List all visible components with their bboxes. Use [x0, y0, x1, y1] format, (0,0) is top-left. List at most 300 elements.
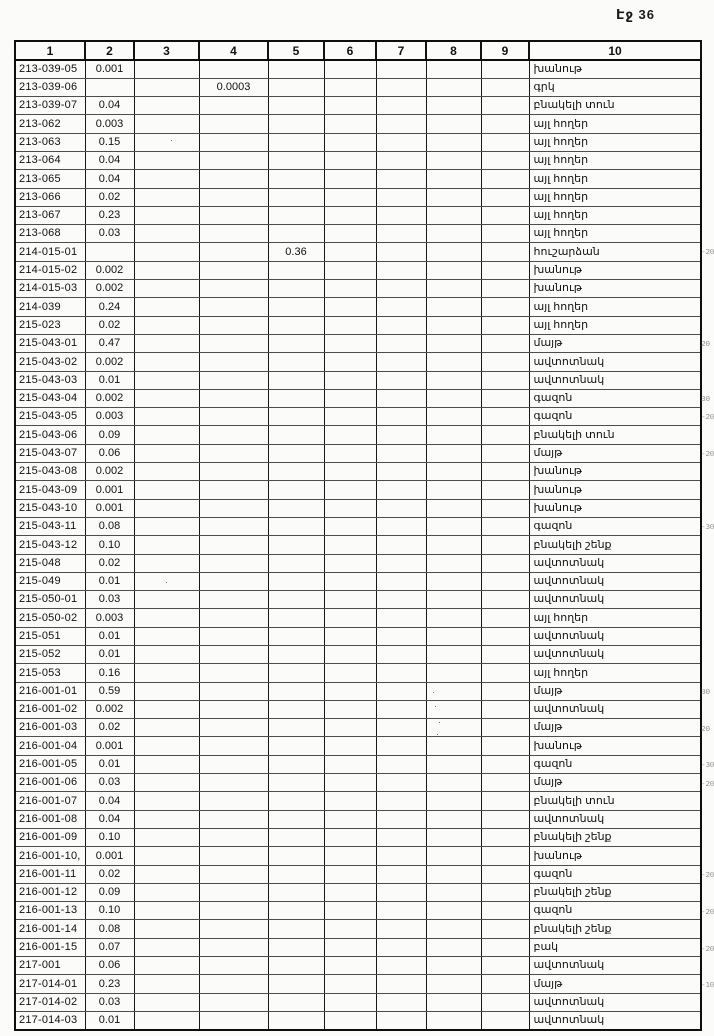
table-cell: մայթ [529, 719, 701, 737]
table-cell [324, 755, 376, 773]
table-cell [324, 828, 376, 846]
table-cell: այլ հողեր [529, 133, 701, 151]
table-cell [268, 646, 324, 664]
table-cell [324, 261, 376, 279]
table-row [15, 810, 701, 828]
table-cell: բակ [529, 938, 701, 956]
table-cell [426, 627, 481, 645]
table-cell [376, 627, 426, 645]
table-cell [481, 737, 529, 755]
table-cell [426, 609, 481, 627]
table-cell [268, 517, 324, 535]
table-cell [481, 883, 529, 901]
table-cell: 216-001-03 [15, 719, 85, 737]
table-cell [481, 938, 529, 956]
table-cell [481, 554, 529, 572]
table-row [15, 664, 701, 682]
table-cell [134, 334, 199, 352]
table-cell: 213-063 [15, 133, 85, 151]
table-cell [134, 280, 199, 298]
margin-pencil-mark: 30 [701, 394, 710, 403]
table-cell [324, 536, 376, 554]
table-cell: 216-001-10, [15, 847, 85, 865]
table-cell [426, 78, 481, 96]
table-cell: մայթ [529, 774, 701, 792]
table-cell [199, 810, 268, 828]
table-cell [481, 792, 529, 810]
table-cell [426, 481, 481, 499]
table-cell [134, 517, 199, 535]
table-cell: այլ հողեր [529, 316, 701, 334]
table-row [15, 206, 701, 224]
table-cell: 0.04 [85, 151, 134, 169]
table-cell: 0.01 [85, 627, 134, 645]
table-cell [134, 408, 199, 426]
table-cell: 0.01 [85, 646, 134, 664]
table-cell [268, 993, 324, 1011]
table-cell [199, 536, 268, 554]
scan-speck: · [165, 577, 168, 587]
table-cell [134, 206, 199, 224]
table-cell [426, 426, 481, 444]
table-cell: 213-062 [15, 115, 85, 133]
table-row [15, 920, 701, 938]
table-cell: բնակելի շենք [529, 920, 701, 938]
table-cell [268, 975, 324, 993]
table-cell [376, 920, 426, 938]
margin-pencil-mark: -20 [701, 907, 714, 916]
table-row [15, 517, 701, 535]
table-cell: ավտոտնակ [529, 627, 701, 645]
table-cell [134, 792, 199, 810]
table-cell [481, 828, 529, 846]
table-cell [199, 389, 268, 407]
table-cell: 0.59 [85, 682, 134, 700]
table-cell [134, 426, 199, 444]
table-cell: 215-048 [15, 554, 85, 572]
table-cell [376, 883, 426, 901]
table-cell [324, 1011, 376, 1029]
table-cell [268, 627, 324, 645]
table-cell [268, 682, 324, 700]
table-row [15, 280, 701, 298]
table-cell [199, 97, 268, 115]
table-cell [426, 828, 481, 846]
table-cell [324, 463, 376, 481]
table-cell [376, 408, 426, 426]
table-cell [134, 664, 199, 682]
table-row [15, 883, 701, 901]
table-cell [481, 774, 529, 792]
table-cell: 215-043-09 [15, 481, 85, 499]
table-cell [268, 151, 324, 169]
table-cell [481, 133, 529, 151]
table-cell: 0.001 [85, 737, 134, 755]
table-row [15, 902, 701, 920]
table-cell: 0.24 [85, 298, 134, 316]
table-cell: 214-015-01 [15, 243, 85, 261]
table-cell: 216-001-04 [15, 737, 85, 755]
table-cell [376, 737, 426, 755]
table-cell: 0.04 [85, 170, 134, 188]
table-cell: 0.01 [85, 1011, 134, 1029]
table-cell: 0.0003 [199, 78, 268, 96]
table-cell [324, 938, 376, 956]
table-cell [426, 572, 481, 590]
table-cell: 0.47 [85, 334, 134, 352]
table-cell: 0.04 [85, 810, 134, 828]
margin-pencil-mark: -20 [701, 449, 714, 458]
table-cell: 0.002 [85, 463, 134, 481]
table-cell [376, 847, 426, 865]
table-row [15, 133, 701, 151]
table-cell [324, 591, 376, 609]
table-cell [199, 170, 268, 188]
table-cell [268, 60, 324, 78]
table-cell [324, 426, 376, 444]
table-cell: ավտոտնակ [529, 554, 701, 572]
table-cell [481, 78, 529, 96]
table-row [15, 682, 701, 700]
table-cell: 217-014-02 [15, 993, 85, 1011]
table-cell: 215-043-03 [15, 371, 85, 389]
table-cell [426, 316, 481, 334]
scan-speck: · [436, 729, 439, 739]
table-cell [134, 298, 199, 316]
table-body [15, 60, 701, 1030]
table-cell [324, 298, 376, 316]
margin-pencil-mark: -30 [701, 522, 714, 531]
table-cell [324, 280, 376, 298]
table-cell [324, 225, 376, 243]
table-cell [376, 1011, 426, 1029]
table-cell [268, 97, 324, 115]
table-cell [426, 151, 481, 169]
table-cell [324, 993, 376, 1011]
table-cell: 216-001-06 [15, 774, 85, 792]
table-cell [199, 755, 268, 773]
table-cell [268, 737, 324, 755]
table-cell [134, 353, 199, 371]
table-cell [134, 975, 199, 993]
table-cell [481, 97, 529, 115]
table-cell [268, 664, 324, 682]
table-cell [376, 151, 426, 169]
table-cell [268, 499, 324, 517]
table-cell [481, 188, 529, 206]
table-cell [426, 883, 481, 901]
table-cell [481, 261, 529, 279]
table-cell: 215-023 [15, 316, 85, 334]
table-cell [134, 115, 199, 133]
table-row [15, 243, 701, 261]
table-cell: 213-039-07 [15, 97, 85, 115]
table-cell [268, 609, 324, 627]
table-cell: 0.16 [85, 664, 134, 682]
table-cell [199, 883, 268, 901]
table-cell [376, 755, 426, 773]
table-cell: 0.10 [85, 536, 134, 554]
table-row [15, 60, 701, 78]
table-cell [376, 902, 426, 920]
table-cell: 215-043-06 [15, 426, 85, 444]
table-cell [426, 792, 481, 810]
table-cell [376, 426, 426, 444]
table-cell [376, 536, 426, 554]
table-cell [268, 170, 324, 188]
table-cell: 213-065 [15, 170, 85, 188]
table-cell [324, 957, 376, 975]
table-cell [426, 920, 481, 938]
table-cell [324, 572, 376, 590]
table-cell [376, 682, 426, 700]
table-cell: ավտոտնակ [529, 993, 701, 1011]
table-cell: 0.02 [85, 719, 134, 737]
table-cell: 213-039-06 [15, 78, 85, 96]
table-cell [376, 810, 426, 828]
table-cell [481, 700, 529, 718]
table-cell [199, 280, 268, 298]
table-cell: 0.02 [85, 316, 134, 334]
table-cell: գազոն [529, 389, 701, 407]
table-cell [376, 792, 426, 810]
table-cell [426, 225, 481, 243]
table-cell: 0.09 [85, 426, 134, 444]
table-cell: 215-043-07 [15, 444, 85, 462]
table-cell [376, 700, 426, 718]
column-header: 7 [376, 41, 426, 60]
table-cell [324, 334, 376, 352]
column-header: 4 [199, 41, 268, 60]
table-row [15, 316, 701, 334]
table-cell: խանութ [529, 737, 701, 755]
margin-pencil-mark: -20 [701, 870, 714, 879]
table-cell [134, 499, 199, 517]
table-cell: 217-001 [15, 957, 85, 975]
table-cell [376, 298, 426, 316]
table-cell: 215-049 [15, 572, 85, 590]
table-cell [134, 225, 199, 243]
table-cell [199, 1011, 268, 1029]
table-cell [268, 774, 324, 792]
table-cell: 0.03 [85, 993, 134, 1011]
table-cell: 0.02 [85, 188, 134, 206]
table-cell [426, 646, 481, 664]
table-cell [481, 463, 529, 481]
table-cell [134, 682, 199, 700]
table-cell: 0.04 [85, 792, 134, 810]
table-cell [268, 280, 324, 298]
table-row [15, 957, 701, 975]
table-cell [199, 828, 268, 846]
table-cell [376, 957, 426, 975]
table-cell [199, 664, 268, 682]
table-cell: 0.02 [85, 554, 134, 572]
table-cell [134, 444, 199, 462]
table-cell: մայթ [529, 444, 701, 462]
scan-speck: · [432, 687, 435, 697]
table-cell [134, 97, 199, 115]
table-cell [376, 481, 426, 499]
table-cell [481, 517, 529, 535]
table-cell: 0.002 [85, 700, 134, 718]
table-cell: 216-001-15 [15, 938, 85, 956]
table-cell [199, 316, 268, 334]
table-cell [426, 536, 481, 554]
table-cell [426, 334, 481, 352]
table-cell [481, 957, 529, 975]
table-cell [85, 243, 134, 261]
table-cell [268, 883, 324, 901]
table-cell [134, 646, 199, 664]
table-cell [324, 206, 376, 224]
table-cell [376, 261, 426, 279]
table-cell [324, 151, 376, 169]
table-cell [199, 298, 268, 316]
table-cell: գազոն [529, 517, 701, 535]
table-cell [199, 920, 268, 938]
table-cell: 215-043-11 [15, 517, 85, 535]
table-cell [199, 902, 268, 920]
table-cell [134, 737, 199, 755]
table-cell [268, 536, 324, 554]
table-cell: 0.02 [85, 865, 134, 883]
table-cell [481, 810, 529, 828]
table-cell [324, 481, 376, 499]
table-cell [481, 1011, 529, 1029]
table-cell [376, 993, 426, 1011]
table-cell [481, 499, 529, 517]
table-cell: 0.36 [268, 243, 324, 261]
table-cell [426, 554, 481, 572]
table-cell: խանութ [529, 280, 701, 298]
table-cell: 0.002 [85, 261, 134, 279]
table-cell [324, 719, 376, 737]
table-cell: 0.04 [85, 97, 134, 115]
table-cell [324, 353, 376, 371]
table-cell [85, 78, 134, 96]
table-cell: գազոն [529, 902, 701, 920]
table-cell: ավտոտնակ [529, 371, 701, 389]
scan-speck: · [170, 135, 173, 145]
table-cell [134, 810, 199, 828]
table-cell [376, 170, 426, 188]
table-cell [426, 591, 481, 609]
table-cell: 0.06 [85, 957, 134, 975]
table-row [15, 188, 701, 206]
table-cell [426, 298, 481, 316]
table-cell [426, 371, 481, 389]
table-cell [376, 975, 426, 993]
table-cell: 216-001-08 [15, 810, 85, 828]
column-header: 8 [426, 41, 481, 60]
table-cell [134, 700, 199, 718]
table-cell [199, 517, 268, 535]
table-cell [481, 920, 529, 938]
table-row [15, 627, 701, 645]
column-header: 2 [85, 41, 134, 60]
table-row [15, 78, 701, 96]
table-cell [426, 975, 481, 993]
table-cell [481, 865, 529, 883]
table-row [15, 298, 701, 316]
table-cell [481, 975, 529, 993]
table-row [15, 371, 701, 389]
table-cell [426, 993, 481, 1011]
table-cell: բնակելի շենք [529, 828, 701, 846]
table-cell [199, 700, 268, 718]
table-cell [268, 865, 324, 883]
table-cell [426, 170, 481, 188]
table-cell [481, 334, 529, 352]
page-number-label: Էջ 36 [616, 7, 655, 22]
column-header: 10 [529, 41, 701, 60]
table-cell [481, 316, 529, 334]
table-cell [134, 170, 199, 188]
table-cell: 0.002 [85, 280, 134, 298]
table-cell: 0.001 [85, 481, 134, 499]
table-row [15, 591, 701, 609]
table-cell [426, 847, 481, 865]
table-cell [481, 225, 529, 243]
table-cell: ավտոտնակ [529, 591, 701, 609]
table-cell [268, 554, 324, 572]
table-cell [481, 298, 529, 316]
table-cell: հուշարձան [529, 243, 701, 261]
scanned-table-region [14, 40, 702, 1031]
table-cell [324, 316, 376, 334]
table-cell [376, 97, 426, 115]
table-cell [134, 151, 199, 169]
table-cell [199, 353, 268, 371]
table-cell [134, 719, 199, 737]
table-cell: 0.10 [85, 828, 134, 846]
table-cell [426, 902, 481, 920]
table-cell [426, 499, 481, 517]
table-cell [376, 609, 426, 627]
table-cell [199, 499, 268, 517]
table-cell [481, 280, 529, 298]
table-cell [134, 481, 199, 499]
table-cell: 216-001-14 [15, 920, 85, 938]
table-cell [199, 243, 268, 261]
table-cell [426, 737, 481, 755]
table-row [15, 975, 701, 993]
table-cell [481, 426, 529, 444]
table-cell [199, 957, 268, 975]
table-cell [199, 463, 268, 481]
table-cell [426, 1011, 481, 1029]
table-cell: 0.001 [85, 847, 134, 865]
table-cell [426, 243, 481, 261]
table-cell [199, 975, 268, 993]
table-cell: 0.08 [85, 920, 134, 938]
table-cell [324, 865, 376, 883]
table-cell [199, 938, 268, 956]
table-cell [324, 774, 376, 792]
table-cell [268, 408, 324, 426]
table-row [15, 170, 701, 188]
table-cell [134, 902, 199, 920]
table-cell [134, 243, 199, 261]
table-cell [426, 517, 481, 535]
table-cell [268, 298, 324, 316]
table-cell [481, 151, 529, 169]
column-header: 6 [324, 41, 376, 60]
table-cell: 216-001-02 [15, 700, 85, 718]
table-cell [199, 719, 268, 737]
margin-pencil-mark: 20 [701, 339, 710, 348]
